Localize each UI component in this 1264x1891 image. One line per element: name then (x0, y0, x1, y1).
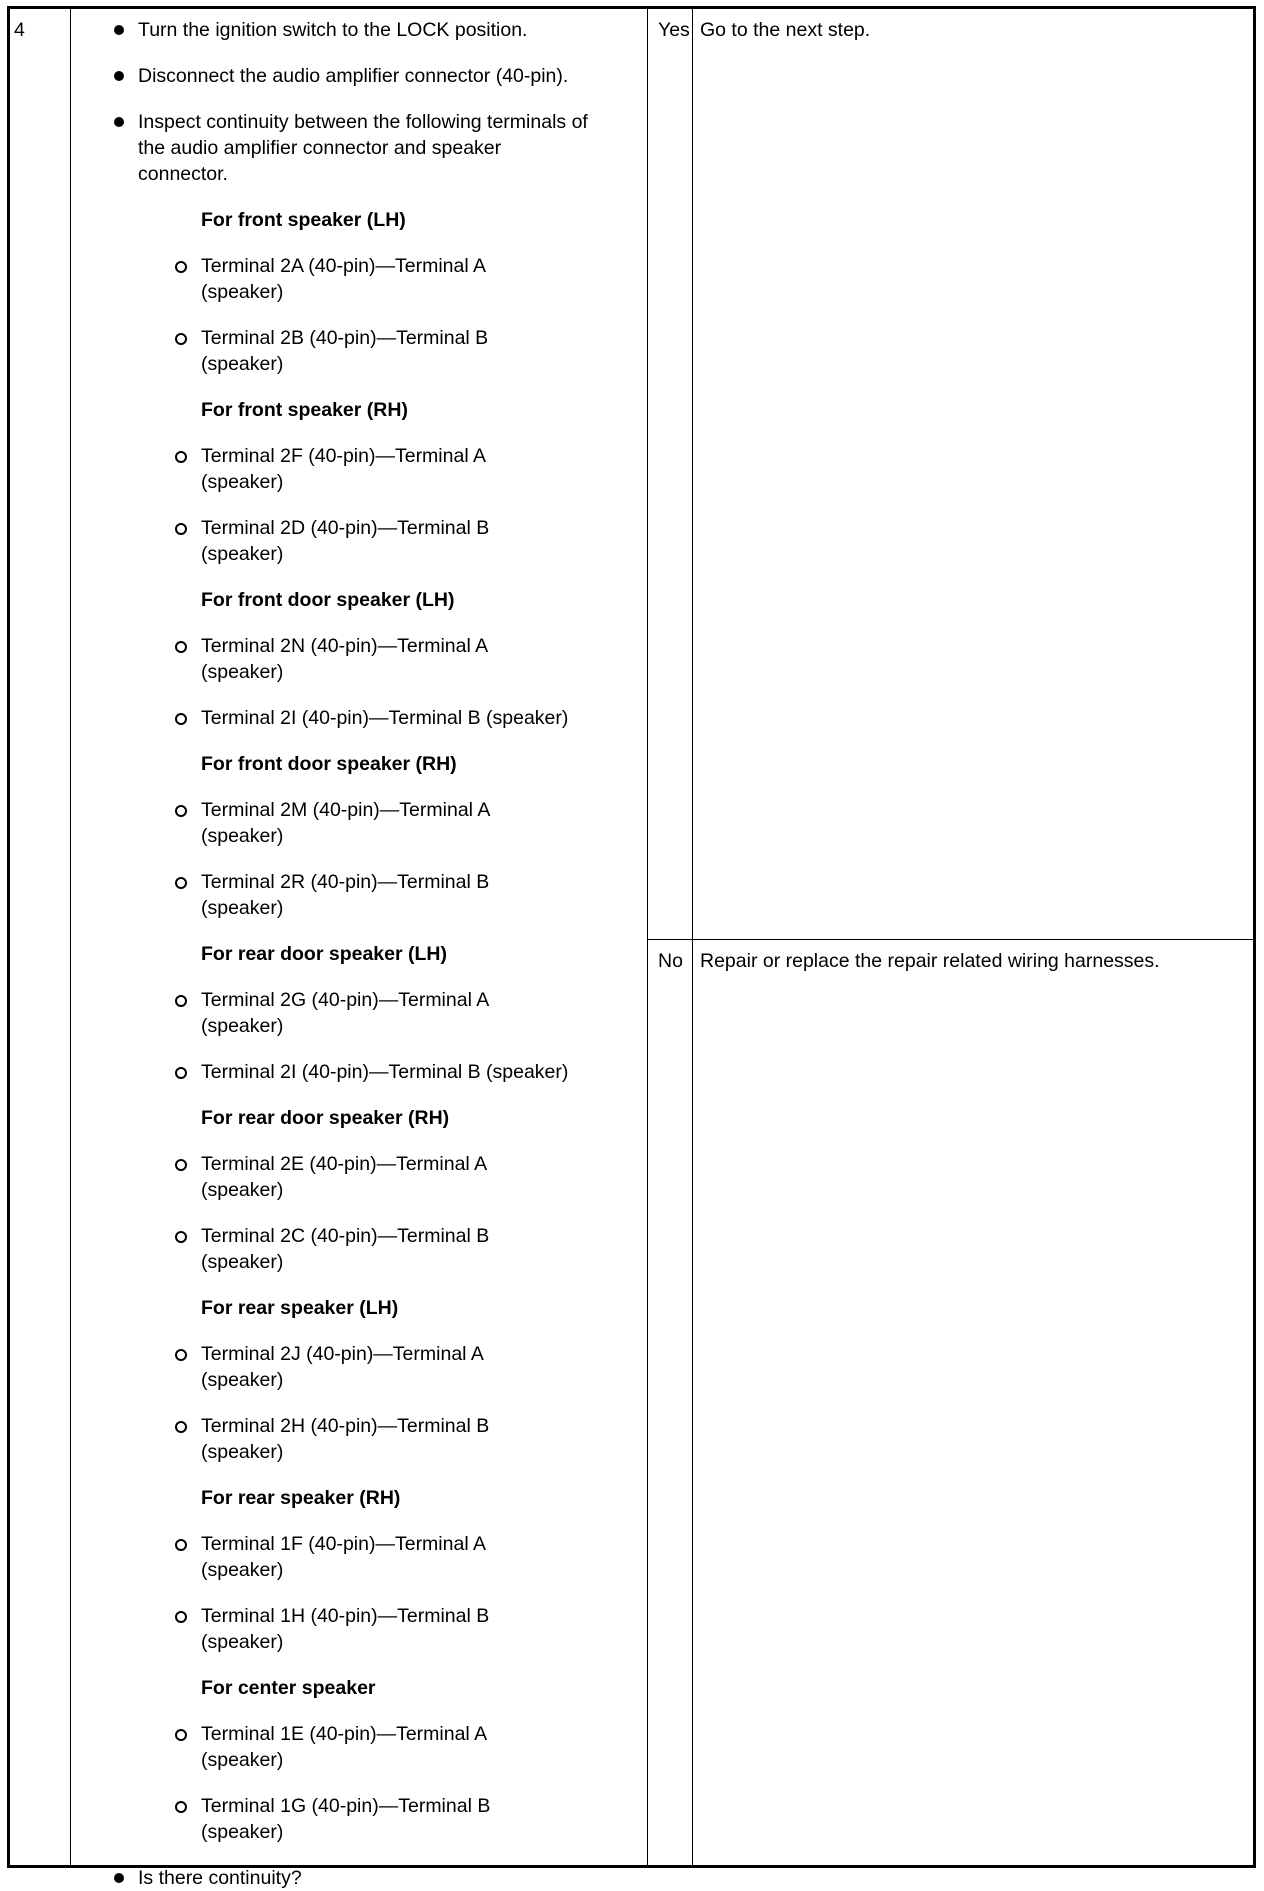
circle-bullet-icon (175, 1729, 187, 1741)
circle-bullet-icon (175, 805, 187, 817)
speaker-heading: For rear speaker (LH) (201, 1297, 399, 1319)
circle-bullet-icon (175, 641, 187, 653)
speaker-heading: For center speaker (201, 1677, 376, 1699)
terminal-pair: Terminal 2B (40-pin)—Terminal B (201, 327, 489, 349)
terminal-pair: (speaker) (201, 1749, 284, 1771)
circle-bullet-icon (175, 1231, 187, 1243)
speaker-heading: For rear speaker (RH) (201, 1487, 401, 1509)
bullet-text: Disconnect the audio amplifier connector (40-pin). (138, 65, 569, 87)
speaker-heading: For front speaker (LH) (201, 209, 406, 231)
terminal-pair: (speaker) (201, 1441, 284, 1463)
circle-bullet-icon (175, 523, 187, 535)
terminal-pair: Terminal 2G (40-pin)—Terminal A (201, 989, 490, 1011)
terminal-pair: Terminal 2I (40-pin)—Terminal B (speaker) (201, 1061, 569, 1083)
terminal-pair: Terminal 2E (40-pin)—Terminal A (201, 1153, 488, 1175)
circle-bullet-icon (175, 1421, 187, 1433)
terminal-pair: Terminal 2I (40-pin)—Terminal B (speaker) (201, 707, 569, 729)
speaker-heading: For front door speaker (LH) (201, 589, 455, 611)
bullet-text: Turn the ignition switch to the LOCK position. (138, 19, 528, 41)
procedure-table (7, 6, 1256, 1889)
circle-bullet-icon (175, 1611, 187, 1623)
speaker-heading: For rear door speaker (LH) (201, 943, 447, 965)
speaker-heading: For rear door speaker (RH) (201, 1107, 450, 1129)
terminal-pair: (speaker) (201, 825, 284, 847)
speaker-heading: For front speaker (RH) (201, 399, 408, 421)
col-divider-inspection (647, 9, 648, 1865)
terminal-pair: (speaker) (201, 1015, 284, 1037)
terminal-pair: Terminal 2J (40-pin)—Terminal A (201, 1343, 484, 1365)
terminal-pair: Terminal 2A (40-pin)—Terminal A (201, 255, 487, 277)
bullet-text: connector. (138, 163, 228, 185)
bullet-text: the audio amplifier connector and speaker (138, 137, 502, 159)
circle-bullet-icon (175, 1067, 187, 1079)
bullet-icon (114, 71, 124, 81)
speaker-heading: For front door speaker (RH) (201, 753, 457, 775)
terminal-pair: Terminal 2N (40-pin)—Terminal A (201, 635, 489, 657)
continuity-question: Is there continuity? (138, 1867, 302, 1889)
circle-bullet-icon (175, 1539, 187, 1551)
row-divider-yes-no (647, 939, 1253, 940)
terminal-pair: (speaker) (201, 897, 284, 919)
action-yes: Go to the next step. (700, 19, 871, 41)
terminal-pair: (speaker) (201, 1631, 284, 1653)
circle-bullet-icon (175, 877, 187, 889)
terminal-pair: (speaker) (201, 353, 284, 375)
action-no: Repair or replace the repair related wiring harnesses. (700, 950, 1160, 972)
terminal-pair: Terminal 2C (40-pin)—Terminal B (201, 1225, 490, 1247)
circle-bullet-icon (175, 713, 187, 725)
terminal-pair: (speaker) (201, 1559, 284, 1581)
terminal-pair: Terminal 1E (40-pin)—Terminal A (201, 1723, 488, 1745)
circle-bullet-icon (175, 1801, 187, 1813)
bullet-icon (114, 117, 124, 127)
terminal-pair: (speaker) (201, 471, 284, 493)
terminal-pair: Terminal 2D (40-pin)—Terminal B (201, 517, 490, 539)
terminal-pair: (speaker) (201, 543, 284, 565)
bullet-icon (114, 25, 124, 35)
terminal-pair: Terminal 2R (40-pin)—Terminal B (201, 871, 490, 893)
circle-bullet-icon (175, 995, 187, 1007)
terminal-pair: (speaker) (201, 1821, 284, 1843)
circle-bullet-icon (175, 451, 187, 463)
terminal-pair: Terminal 2M (40-pin)—Terminal A (201, 799, 491, 821)
answer-no: No (658, 950, 683, 972)
terminal-pair: (speaker) (201, 1179, 284, 1201)
terminal-pair: (speaker) (201, 281, 284, 303)
answer-yes: Yes (658, 19, 690, 41)
terminal-pair: Terminal 1G (40-pin)—Terminal B (201, 1795, 491, 1817)
terminal-pair: (speaker) (201, 661, 284, 683)
circle-bullet-icon (175, 261, 187, 273)
terminal-pair: Terminal 2H (40-pin)—Terminal B (201, 1415, 490, 1437)
circle-bullet-icon (175, 333, 187, 345)
bullet-text: Inspect continuity between the following terminals of (138, 111, 588, 133)
terminal-pair: Terminal 2F (40-pin)—Terminal A (201, 445, 487, 467)
circle-bullet-icon (175, 1349, 187, 1361)
terminal-pair: (speaker) (201, 1369, 284, 1391)
terminal-pair: (speaker) (201, 1251, 284, 1273)
col-divider-answer (692, 9, 693, 1865)
bullet-icon (114, 1873, 124, 1883)
terminal-pair: Terminal 1H (40-pin)—Terminal B (201, 1605, 490, 1627)
col-divider-step (70, 9, 71, 1865)
circle-bullet-icon (175, 1159, 187, 1171)
step-number: 4 (14, 19, 25, 41)
terminal-pair: Terminal 1F (40-pin)—Terminal A (201, 1533, 487, 1555)
